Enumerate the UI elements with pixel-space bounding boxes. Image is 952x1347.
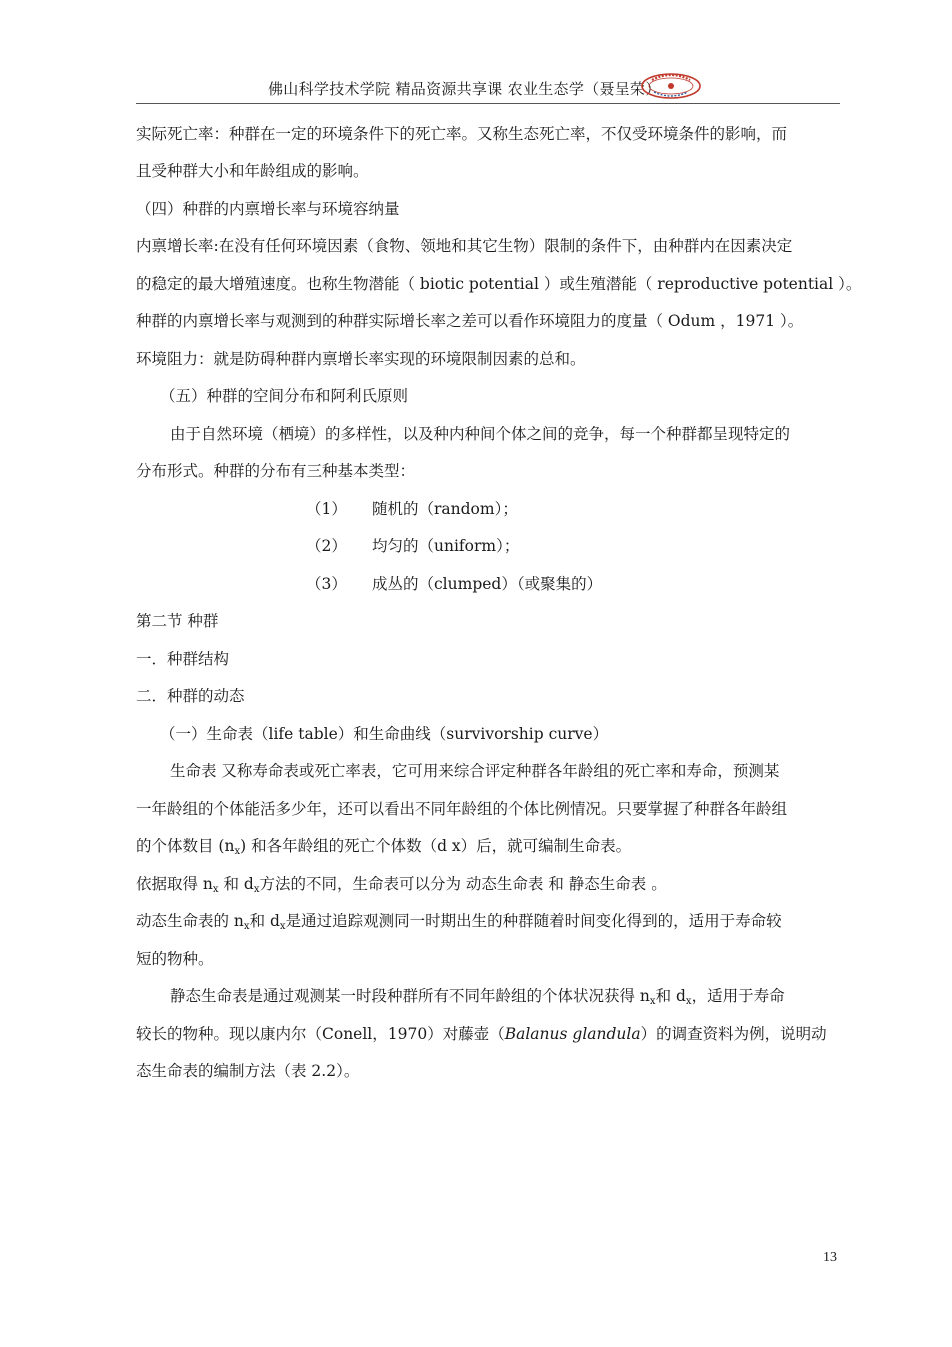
section-heading: （四）种群的内禀增长率与环境容纳量 [136, 200, 400, 218]
list-item: 随机的（random）； [372, 500, 518, 518]
page-header [0, 72, 952, 108]
section-heading: 一．种群结构 [136, 650, 230, 668]
paragraph-line: 静态生命表是通过观测某一时段种群所有不同年龄组的个体状况获得 $n_x$和 $d_x$，适用于寿命 [170, 987, 785, 1007]
paragraph-line: 的个体数目 $(n_x)$ 和各年龄组的死亡个体数（d x）后，就可编制生命表。 [136, 837, 632, 857]
list-item: 成丛的（clumped）（或聚集的） [372, 575, 603, 593]
paragraph-line: 动态生命表的 $n_x$和 $d_x$是通过追踪观测同一时期出生的种群随着时间变化得到的，适用于寿命较 [136, 912, 782, 932]
paragraph-line: 较长的物种。现以康内尔（Conell，1970）对藤壶（Balanus glandula）的调查资料为例，说明动 [136, 1025, 827, 1043]
page-number: 13 [823, 1250, 837, 1265]
paragraph-line: 一年龄组的个体能活多少年，还可以看出不同年龄组的个体比例情况。只要掌握了种群各年龄组 [136, 800, 788, 818]
paragraph-line: 实际死亡率：种群在一定的环境条件下的死亡率。又称生态死亡率，不仅受环境条件的影响，而 [136, 125, 788, 143]
header-title: 佛山科学技术学院 精品资源共享课 农业生态学（聂呈荣） [268, 80, 661, 98]
list-number: （2） [306, 537, 347, 555]
paragraph-line: 内禀增长率:在没有任何环境因素（食物、领地和其它生物）限制的条件下，由种群内在因素决定 [136, 237, 793, 255]
paragraph-line: 短的物种。 [136, 950, 214, 968]
list-number: （3） [306, 575, 347, 593]
section-title: 第二节 种群 [136, 612, 219, 630]
list-item: 均匀的（uniform）； [372, 537, 520, 555]
paragraph-line: 种群的内禀增长率与观测到的种群实际增长率之差可以看作环境阻力的度量（ Odum ，1971 ）。 [136, 312, 804, 330]
section-heading: （五）种群的空间分布和阿利氏原则 [160, 387, 409, 405]
section-heading: （一）生命表（life table）和生命曲线（survivorship curve） [160, 725, 609, 743]
paragraph-line: 态生命表的编制方法（表 2.2）。 [136, 1062, 360, 1080]
paragraph-line: 且受种群大小和年龄组成的影响。 [136, 162, 369, 180]
paragraph-line: 依据取得 $n_x$ 和 $d_x$方法的不同，生命表可以分为 动态生命表 和 静态生命表 。 [136, 875, 667, 895]
paragraph-line: 生命表 又称寿命表或死亡率表，它可用来综合评定种群各年龄组的死亡率和寿命，预测某 [170, 762, 780, 780]
header-rule [136, 103, 840, 104]
paragraph-line: 环境阻力：就是防碍种群内禀增长率实现的环境限制因素的总和。 [136, 350, 586, 368]
list-number: （1） [306, 500, 347, 518]
university-logo [640, 72, 702, 100]
paragraph-line: 由于自然环境（栖境）的多样性，以及种内种间个体之间的竞争，每一个种群都呈现特定的 [170, 425, 791, 443]
paragraph-line: 的稳定的最大增殖速度。也称生物潜能（ biotic potential ）或生殖潜能（ reproductive potential ）。 [136, 275, 862, 293]
paragraph-line: 分布形式。种群的分布有三种基本类型： [136, 462, 416, 480]
section-heading: 二．种群的动态 [136, 687, 245, 705]
